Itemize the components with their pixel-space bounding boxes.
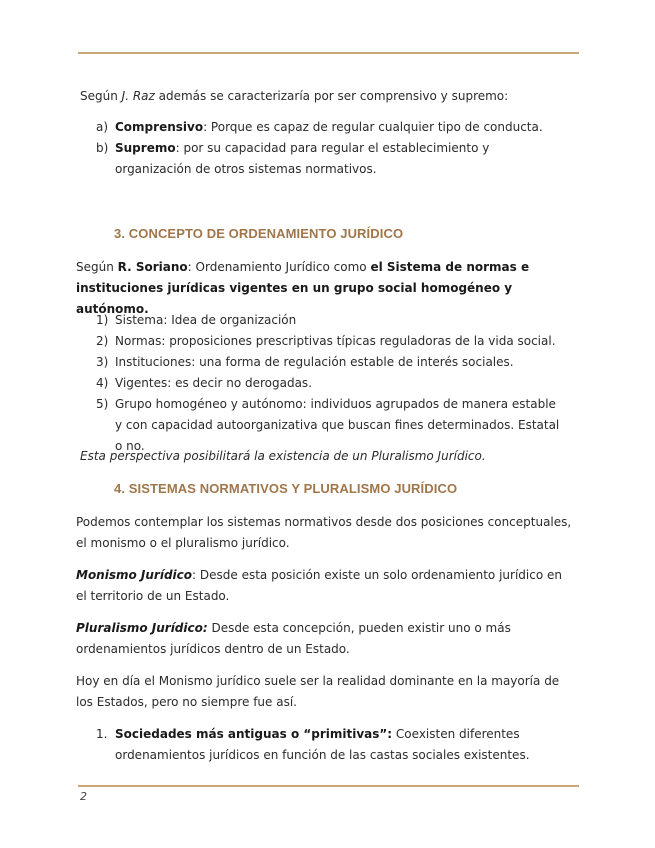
monismo-definition: Monismo Jurídico: Desde esta posición existe un solo ordenamiento jurídico en el territorio de un Estado. [76, 568, 562, 603]
raz-intro: Según J. Raz además se caracterizaría por ser comprensivo y supremo: [80, 89, 509, 103]
list-item: 3) Instituciones: una forma de regulación estable de interés sociales. [96, 355, 514, 369]
section-3-heading: 3. CONCEPTO DE ORDENAMIENTO JURÍDICO [114, 226, 404, 241]
monismo-today: Hoy en día el Monismo jurídico suele ser la realidad dominante en la mayoría de los Estados, pero no siempre fue así. [76, 674, 560, 709]
list-item: 1. Sociedades más antiguas o “primitivas”: Coexisten diferentes ordenamientos jurídicos en función de las castas sociales existentes. [96, 727, 530, 762]
page-number: 2 [80, 790, 87, 803]
list-item: a) Comprensivo: Porque es capaz de regular cualquier tipo de conducta. [96, 120, 543, 134]
header-rule [78, 52, 579, 54]
pluralism-note: Esta perspectiva posibilitará la existencia de un Pluralismo Jurídico. [80, 449, 486, 463]
pluralismo-definition: Pluralismo Jurídico: Desde esta concepción, pueden existir uno o más ordenamientos jurídicos dentro de un Estado. [76, 621, 511, 656]
list-item: 5) Grupo homogéneo y autónomo: individuos agrupados de manera estable y con capacidad autoorganizativa que buscan fines determinados. Estatal o no. [96, 397, 560, 453]
list-item: 2) Normas: proposiciones prescriptivas típicas reguladoras de la vida social. [96, 334, 556, 348]
section-4-intro: Podemos contemplar los sistemas normativos desde dos posiciones conceptuales, el monismo o el pluralismo jurídico. [76, 515, 572, 550]
list-item: b) Supremo: por su capacidad para regular el establecimiento y organización de otros sistemas normativos. [96, 141, 490, 176]
section-4-heading: 4. SISTEMAS NORMATIVOS Y PLURALISMO JURÍDICO [114, 481, 458, 496]
footer-rule [78, 785, 579, 787]
list-item: 4) Vigentes: es decir no derogadas. [96, 376, 312, 390]
list-item: 1) Sistema: Idea de organización [96, 313, 297, 327]
soriano-definition: Según R. Soriano: Ordenamiento Jurídico como el Sistema de normas e instituciones jurídicas vigentes en un grupo social homogéneo y autónomo. [76, 260, 530, 316]
